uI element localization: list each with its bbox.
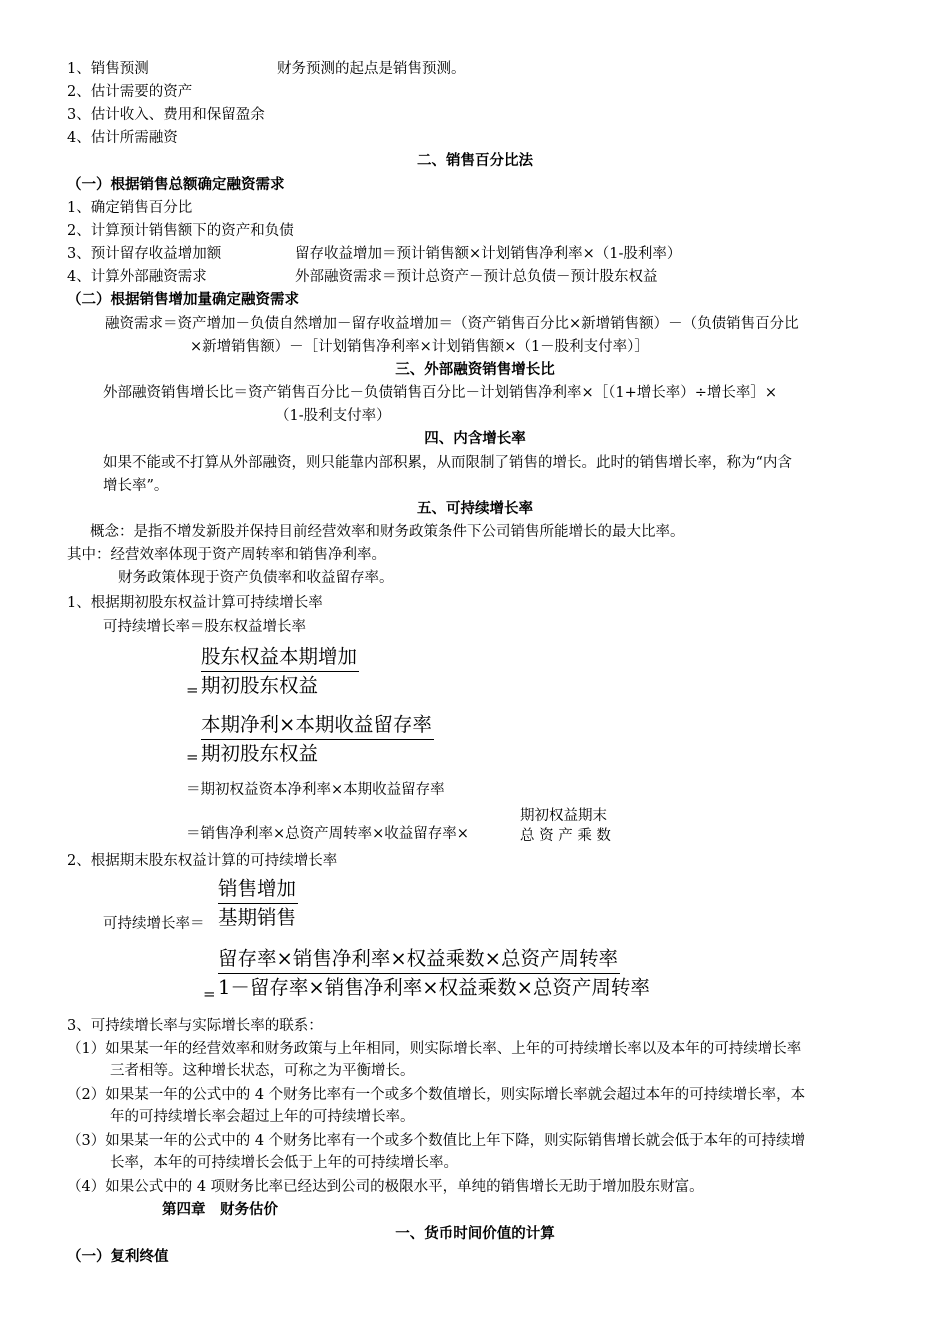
multiplier-label-bottom: 总 资 产 乘 数 bbox=[520, 828, 611, 844]
equals-sign: = bbox=[186, 681, 199, 699]
method-beginning-equity: 1、根据期初股东权益计算可持续增长率 bbox=[67, 595, 323, 611]
subheading-sales-increase: （二）根据销售增加量确定融资需求 bbox=[67, 291, 299, 308]
item-sales-forecast-note: 财务预测的起点是销售预测。 bbox=[277, 61, 466, 77]
equals-sign: = bbox=[186, 748, 199, 766]
relationship-2-line2: 年的可持续增长率会超过上年的可持续增长率。 bbox=[110, 1109, 415, 1125]
fraction-numerator: 股东权益本期增加 bbox=[201, 643, 359, 672]
formula-dupont-expansion: ＝销售净利率×总资产周转率×收益留存率× bbox=[186, 826, 469, 842]
item-estimate-assets: 2、估计需要的资产 bbox=[67, 84, 193, 100]
fraction-ending-equity-growth bbox=[218, 945, 650, 1002]
fraction-numerator: 留存率×销售净利率×权益乘数×总资产周转率 bbox=[218, 945, 620, 974]
fraction-denominator: 期初股东权益 bbox=[201, 674, 319, 697]
formula-equity-growth: 可持续增长率＝股东权益增长率 bbox=[103, 619, 306, 635]
fraction-denominator: 基期销售 bbox=[218, 906, 297, 929]
method-ending-equity: 2、根据期末股东权益计算的可持续增长率 bbox=[67, 853, 338, 869]
fraction-denominator: 期初股东权益 bbox=[201, 742, 319, 765]
formula-retained-earnings: 留存收益增加＝预计销售额×计划销售净利率×（1-股利率） bbox=[295, 246, 682, 262]
item-estimate-financing: 4、估计所需融资 bbox=[67, 130, 178, 146]
subheading-compound-future-value: （一）复利终值 bbox=[67, 1248, 169, 1265]
section-heading-internal-growth: 四、内含增长率 bbox=[424, 430, 526, 447]
chapter-heading: 第四章 财务估价 bbox=[162, 1201, 278, 1218]
section-heading-time-value: 一、货币时间价值的计算 bbox=[395, 1225, 555, 1242]
fraction-denominator: 1－留存率×销售净利率×权益乘数×总资产周转率 bbox=[218, 976, 650, 999]
fraction-numerator: 销售增加 bbox=[218, 875, 298, 904]
step-assets-liabilities: 2、计算预计销售额下的资产和负债 bbox=[67, 223, 294, 239]
fraction-net-income-retention bbox=[201, 711, 434, 768]
equals-sign: = bbox=[203, 985, 216, 1003]
formula-financing-need-line2: ×新增销售额）－［计划销售净利率×计划销售额×（1－股利支付率）］ bbox=[190, 339, 649, 355]
relationship-heading: 3、可持续增长率与实际增长率的联系： bbox=[67, 1018, 323, 1034]
subheading-total-sales: （一）根据销售总额确定融资需求 bbox=[67, 176, 285, 193]
note-operating-efficiency: 其中：经营效率体现于资产周转率和销售净利率。 bbox=[67, 547, 386, 563]
fraction-numerator: 本期净利×本期收益留存率 bbox=[201, 711, 434, 740]
formula-external-ratio-line2: （1-股利支付率） bbox=[275, 408, 391, 424]
note-financial-policy: 财务政策体现于资产负债率和收益留存率。 bbox=[118, 570, 394, 586]
step-sales-percentage: 1、确定销售百分比 bbox=[67, 200, 193, 216]
relationship-2-line1: （2）如果某一年的公式中的 4 个财务比率有一个或多个数值增长，则实际增长率就会超过本年的可持续增长率，本 bbox=[67, 1087, 806, 1103]
fraction-sales-growth bbox=[218, 875, 298, 932]
relationship-1-line1: （1）如果某一年的经营效率和财务政策与上年相同，则实际增长率、上年的可持续增长率以及本年的可持续增长率 bbox=[67, 1041, 802, 1057]
multiplier-label-top: 期初权益期末 bbox=[520, 808, 607, 824]
step-retained-earnings: 3、预计留存收益增加额 bbox=[67, 246, 222, 262]
section-heading-external-financing-ratio: 三、外部融资销售增长比 bbox=[395, 361, 555, 378]
formula-roe-retention: ＝期初权益资本净利率×本期收益留存率 bbox=[186, 782, 445, 798]
item-estimate-income: 3、估计收入、费用和保留盈余 bbox=[67, 107, 265, 123]
section-heading-sales-percentage: 二、销售百分比法 bbox=[417, 152, 533, 169]
formula-external-ratio-line1: 外部融资销售增长比＝资产销售百分比－负债销售百分比－计划销售净利率×［（1+增长率）÷增长率］× bbox=[103, 385, 778, 401]
relationship-4: （4）如果公式中的 4 项财务比率已经达到公司的极限水平，单纯的销售增长无助于增加股东财富。 bbox=[67, 1179, 704, 1195]
definition-sustainable-growth: 概念：是指不增发新股并保持目前经营效率和财务政策条件下公司销售所能增长的最大比率。 bbox=[90, 524, 685, 540]
formula-financing-need-line1: 融资需求＝资产增加－负债自然增加－留存收益增加＝（资产销售百分比×新增销售额）－（负债销售百分比 bbox=[105, 316, 799, 332]
relationship-3-line1: （3）如果某一年的公式中的 4 个财务比率有一个或多个数值比上年下降，则实际销售增长就会低于本年的可持续增 bbox=[67, 1133, 806, 1149]
relationship-1-line2: 三者相等。这种增长状态，可称之为平衡增长。 bbox=[110, 1063, 415, 1079]
formula-sustainable-growth-label: 可持续增长率＝ bbox=[103, 916, 205, 932]
relationship-3-line2: 长率，本年的可持续增长会低于上年的可持续增长率。 bbox=[110, 1155, 458, 1171]
paragraph-internal-growth-line1: 如果不能或不打算从外部融资，则只能靠内部积累，从而限制了销售的增长。此时的销售增长率，称为“内含 bbox=[103, 455, 792, 471]
item-sales-forecast: 1、销售预测 bbox=[67, 61, 149, 77]
paragraph-internal-growth-line2: 增长率”。 bbox=[103, 478, 169, 494]
step-external-financing: 4、计算外部融资需求 bbox=[67, 269, 207, 285]
fraction-equity-increase bbox=[201, 643, 359, 700]
section-heading-sustainable-growth: 五、可持续增长率 bbox=[417, 500, 533, 517]
formula-external-financing: 外部融资需求＝预计总资产－预计总负债－预计股东权益 bbox=[295, 269, 658, 285]
